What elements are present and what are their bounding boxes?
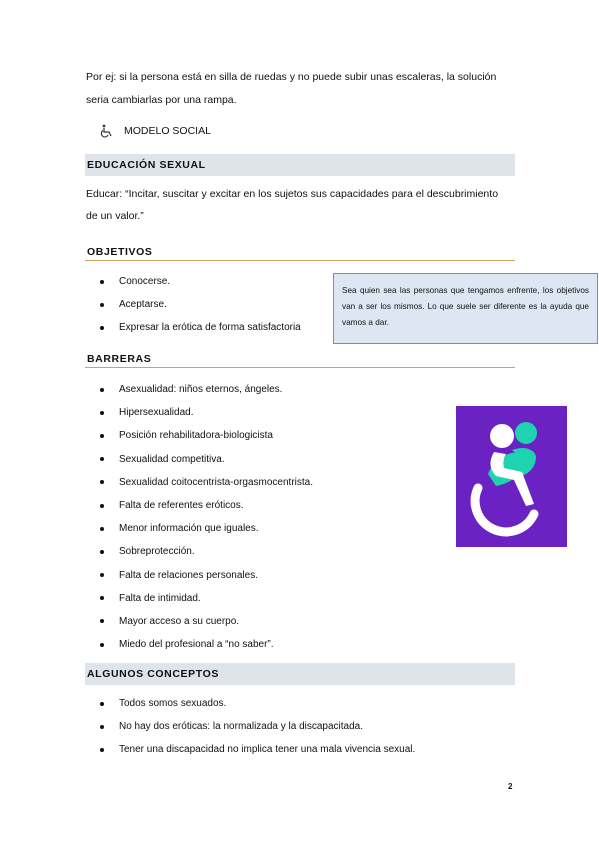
list-item: Mayor acceso a su cuerpo. <box>100 610 313 633</box>
bullet-icon <box>100 411 104 415</box>
bullet-icon <box>100 280 104 284</box>
list-item: Falta de relaciones personales. <box>100 564 313 587</box>
bullet-icon <box>100 596 104 600</box>
bullet-icon <box>100 303 104 307</box>
list-item: Sobreprotección. <box>100 540 313 563</box>
educacion-line-1: Educar: “Incitar, suscitar y excitar en los sujetos sus capacidades para el descubrimiento <box>86 188 499 200</box>
bullet-icon <box>100 619 104 623</box>
intro-paragraph <box>86 66 518 112</box>
bullet-icon <box>100 748 104 752</box>
list-item: Posición rehabilitadora-biologicista <box>100 424 313 447</box>
section-heading-educacion: EDUCACIÓN SEXUAL <box>85 154 515 176</box>
list-item: Tener una discapacidad no implica tener una mala vivencia sexual. <box>100 738 415 761</box>
list-item: Sexualidad competitiva. <box>100 448 313 471</box>
callout-text: Sea quien sea las personas que tengamos enfrente, los objetivos van a ser los mismos. Lo que suele ser diferente es la ayuda que vamos a dar. <box>342 286 589 327</box>
educacion-paragraph <box>86 183 518 227</box>
page-number: 2 <box>508 782 513 791</box>
section-heading-barreras: BARRERAS <box>85 350 515 368</box>
wheelchair-accessibility-icon <box>100 124 114 138</box>
section-heading-conceptos: ALGUNOS CONCEPTOS <box>85 663 515 685</box>
section-heading-objetivos: OBJETIVOS <box>85 243 515 261</box>
bullet-icon <box>100 457 104 461</box>
list-item: Falta de intimidad. <box>100 587 313 610</box>
bullet-icon <box>100 504 104 508</box>
list-item: Sexualidad coitocentrista-orgasmocentrista. <box>100 471 313 494</box>
list-item: Falta de referentes eróticos. <box>100 494 313 517</box>
bullet-icon <box>100 388 104 392</box>
list-item: Asexualidad: niños eternos, ángeles. <box>100 378 313 401</box>
wheelchair-couple-logo <box>456 406 567 547</box>
bullet-icon <box>100 550 104 554</box>
bullet-icon <box>100 702 104 706</box>
bullet-icon <box>100 643 104 647</box>
bullet-icon <box>100 326 104 330</box>
intro-line-1: Por ej: si la persona está en silla de ruedas y no puede subir unas escaleras, la solución <box>86 71 497 83</box>
educacion-line-2: de un valor.” <box>86 210 144 222</box>
callout-box <box>333 273 598 344</box>
model-social-item <box>100 124 211 138</box>
list-item: Expresar la erótica de forma satisfactoria <box>100 316 301 339</box>
intro-line-2: seria cambiarlas por una rampa. <box>86 94 237 106</box>
barreras-list <box>100 378 313 656</box>
list-item: Todos somos sexuados. <box>100 692 415 715</box>
list-item: No hay dos eróticas: la normalizada y la discapacitada. <box>100 715 415 738</box>
list-item: Conocerse. <box>100 270 301 293</box>
bullet-icon <box>100 573 104 577</box>
list-item: Hipersexualidad. <box>100 401 313 424</box>
wheelchair-couple-icon <box>456 406 567 547</box>
model-social-label: MODELO SOCIAL <box>124 125 211 137</box>
conceptos-list <box>100 692 415 762</box>
bullet-icon <box>100 725 104 729</box>
bullet-icon <box>100 527 104 531</box>
list-item: Aceptarse. <box>100 293 301 316</box>
objetivos-list <box>100 270 301 340</box>
list-item: Miedo del profesional a “no saber”. <box>100 633 313 656</box>
list-item: Menor información que iguales. <box>100 517 313 540</box>
bullet-icon <box>100 434 104 438</box>
bullet-icon <box>100 480 104 484</box>
